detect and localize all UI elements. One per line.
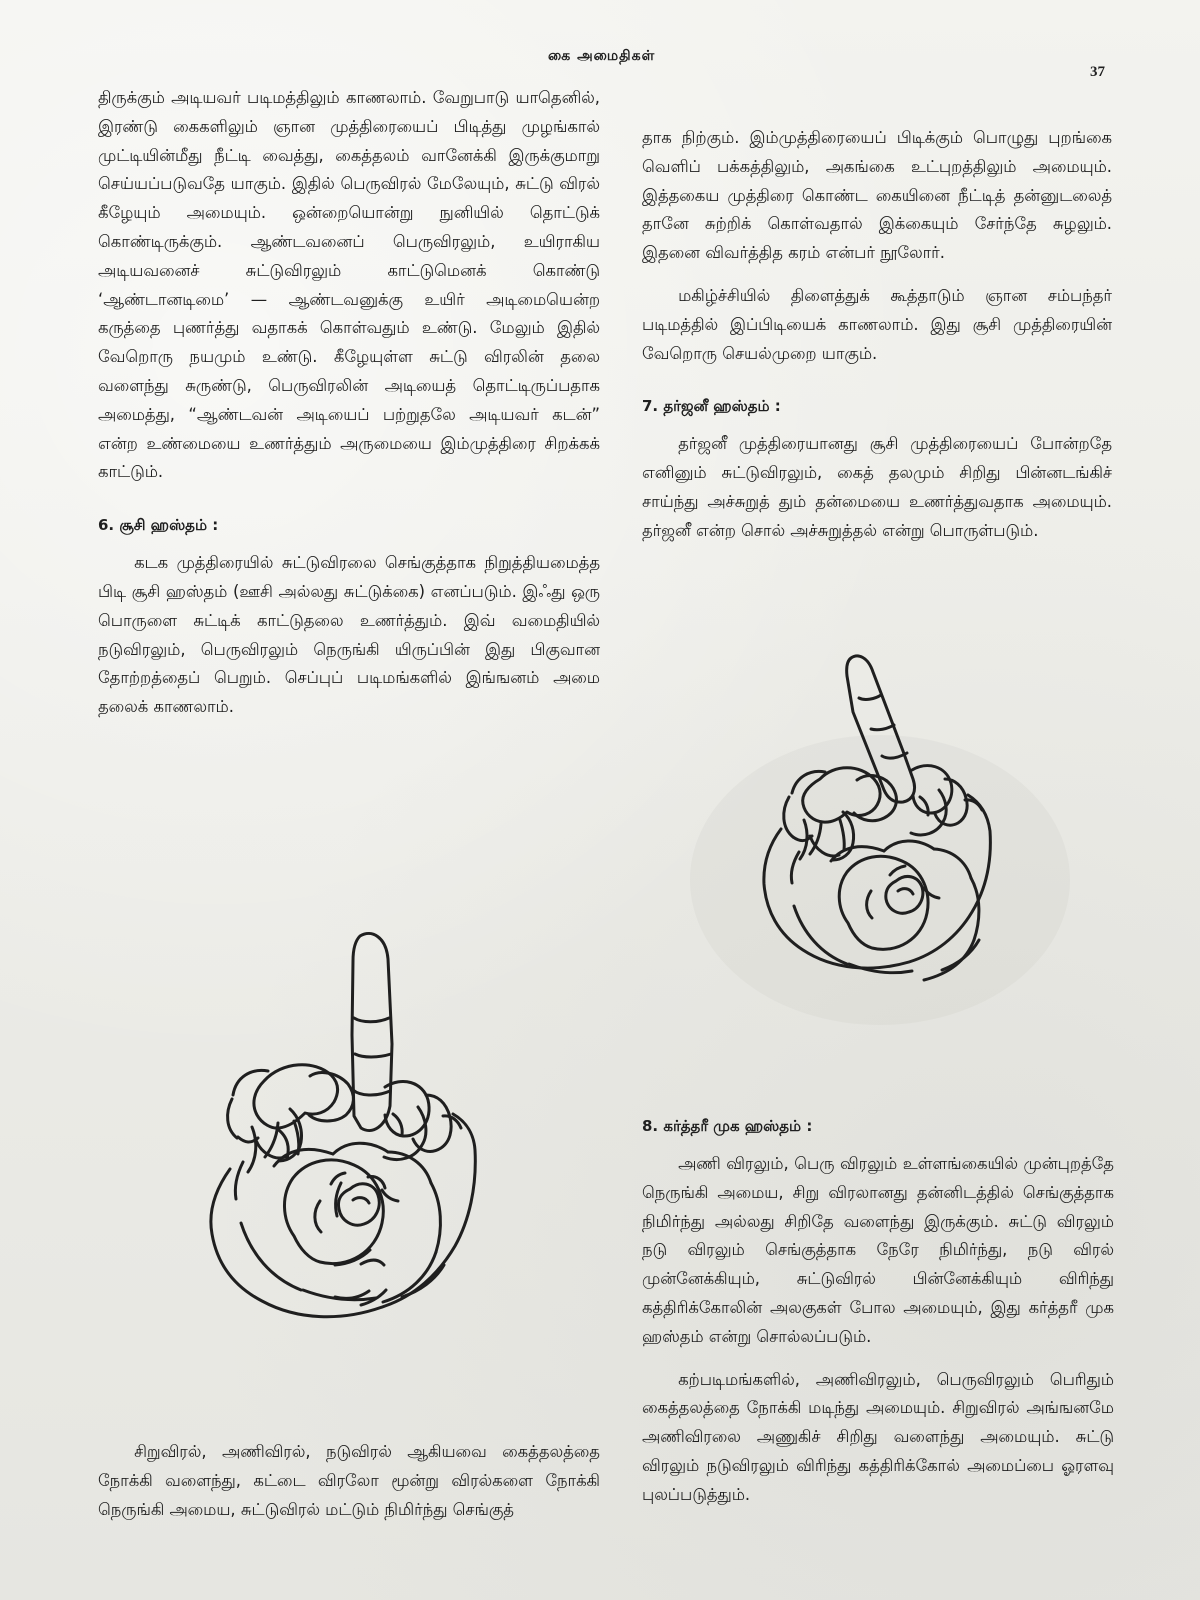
running-head: கை அமைதிகள் bbox=[548, 48, 656, 64]
tarjani-hastam-illustration-icon bbox=[730, 652, 1030, 982]
section-7-text: தர்ஜனீ முத்திரையானது சூசி முத்திரையைப் போன்றதே எனினும் சுட்டுவிரலும், கைத் தலமும் சிறிது பின்னடங்கிச் சாய்ந்து அச்சுறுத் தும் தன்மையை உணர்த்துவதாக அமையும். தர்ஜனீ என்ற சொல் அச்சுறுத்தல் என்று பொருள்படும். bbox=[642, 434, 1112, 540]
right-column-top bbox=[642, 124, 1112, 546]
section-6-text: கடக முத்திரையில் சுட்டுவிரலை செங்குத்தாக நிறுத்தியமைத்த பிடி சூசி ஹஸ்தம் (ஊசி அல்லது சுட்டுக்கை) எனப்படும். இஃது ஒரு பொருளை சுட்டிக் காட்டுதலை உணர்த்தும். இவ் வமைதியில் நடுவிரலும், பெருவிரலும் நெருங்கி யிருப்பின் இது பிகுவான தோற்றத்தைப் பெறும். செப்புப் படிமங்களில் இங்ஙனம் அமை தலைக் காணலாம். bbox=[98, 553, 600, 717]
left-top-paragraph: திருக்கும் அடியவர் படிமத்திலும் காணலாம். வேறுபாடு யாதெனில், இரண்டு கைகளிலும் ஞான முத்திரையைப் பிடித்து முழங்கால் முட்டியின்மீது நீட்டி வைத்து, கைத்தலம் வானேக்கி இருக்குமாறு செய்யப்படுவதே யாகும். இதில் பெருவிரல் மேலேயும், சுட்டு விரல் கீழேயும் அமையும். ஒன்றையொன்று நுனியில் தொட்டுக் கொண்டிருக்கும். ஆண்டவனைப் பெருவிரலும், உயிராகிய அடியவனைச் சுட்டுவிரலும் காட்டுமெனக் கொண்டு ‘ஆண்டானடிமை’ — ஆண்டவனுக்கு உயிர் அடிமையென்ற கருத்தை புணர்த்து வதாகக் கொள்வதும் உண்டு. மேலும் இதில் வேறொரு நயமும் உண்டு. கீழேயுள்ள சுட்டு விரலின் தலை வளைந்து சுருண்டு, பெருவிரலின் அடியைத் தொட்டிருப்பதாக அமைத்து, “ஆண்டவன் அடியைப் பற்றுதலே அடியவர் கடன்” என்ற உண்மையை உணர்த்தும் அருமையை இம்முத்திரை சிறக்கக் காட்டும். bbox=[98, 88, 600, 482]
section-8-text: அணி விரலும், பெரு விரலும் உள்ளங்கையில் முன்புறத்தே நெருங்கி அமைய, சிறு விரலானது தன்னிடத்தில் செங்குத்தாக நிமிர்ந்து அல்லது சிறிதே வளைந்து இருக்கும். சுட்டு விரலும் நடு விரலும் செங்குத்தாக நேரே நிமிர்ந்து, நடு விரல் முன்னேக்கியும், சுட்டுவிரல் பின்னேக்கியும் விரிந்து கத்திரிக்கோலின் அலகுகள் போல அமையும், இது கர்த்தரீ முக ஹஸ்தம் என்று சொல்லப்படும். bbox=[642, 1154, 1114, 1346]
left-column-top bbox=[98, 84, 600, 722]
section-7-heading: 7. தர்ஜனீ ஹஸ்தம் : bbox=[642, 397, 781, 416]
section-6-heading: 6. சூசி ஹஸ்தம் : bbox=[98, 516, 219, 535]
right-top-paragraph: தாக நிற்கும். இம்முத்திரையைப் பிடிக்கும் பொழுது புறங்கை வெளிப் பக்கத்திலும், அகங்கை உட்புறத்திலும் அமையும். இத்தகைய முத்திரை கொண்ட கையினை நீட்டித் தன்னுடலைத் தானே சுற்றிக் கொள்வதால் இக்கையும் சேர்ந்தே சுழலும். இதனை விவர்த்தித கரம் என்பர் நூலோர். bbox=[642, 128, 1112, 263]
section-8-paragraph-2: கற்படிமங்களில், அணிவிரலும், பெருவிரலும் பெரிதும் கைத்தலத்தை நோக்கி மடிந்து அமையும். சிறுவிரல் அங்ஙனமே அணிவிரலை அணுகிச் சிறிது வளைந்து அமையும். சுட்டு விரலும் நடுவிரலும் விரிந்து கத்திரிக்கோல் அமைப்பை ஓரளவு புலப்படுத்தும். bbox=[642, 1369, 1114, 1504]
section-8-heading: 8. கர்த்தரீ முக ஹஸ்தம் : bbox=[642, 1117, 813, 1135]
left-column-bottom bbox=[98, 1438, 600, 1524]
left-bottom-paragraph: சிறுவிரல், அணிவிரல், நடுவிரல் ஆகியவை கைத்தலத்தை நோக்கி வளைந்து, கட்டை விரலோ மூன்று விரல்களை நோக்கி நெருங்கி அமைய, சுட்டுவிரல் மட்டும் நிமிர்ந்து செங்குத் bbox=[98, 1442, 600, 1519]
page-number: 37 bbox=[1090, 64, 1105, 80]
right-paragraph-2: மகிழ்ச்சியில் திளைத்துக் கூத்தாடும் ஞான சம்பந்தர் படிமத்தில் இப்பிடியைக் காணலாம். இது சூசி முத்திரையின் வேறொரு செயல்முறை யாகும். bbox=[642, 285, 1112, 363]
suchi-hastam-illustration-icon bbox=[188, 925, 503, 1345]
right-column-bottom bbox=[642, 1088, 1114, 1510]
